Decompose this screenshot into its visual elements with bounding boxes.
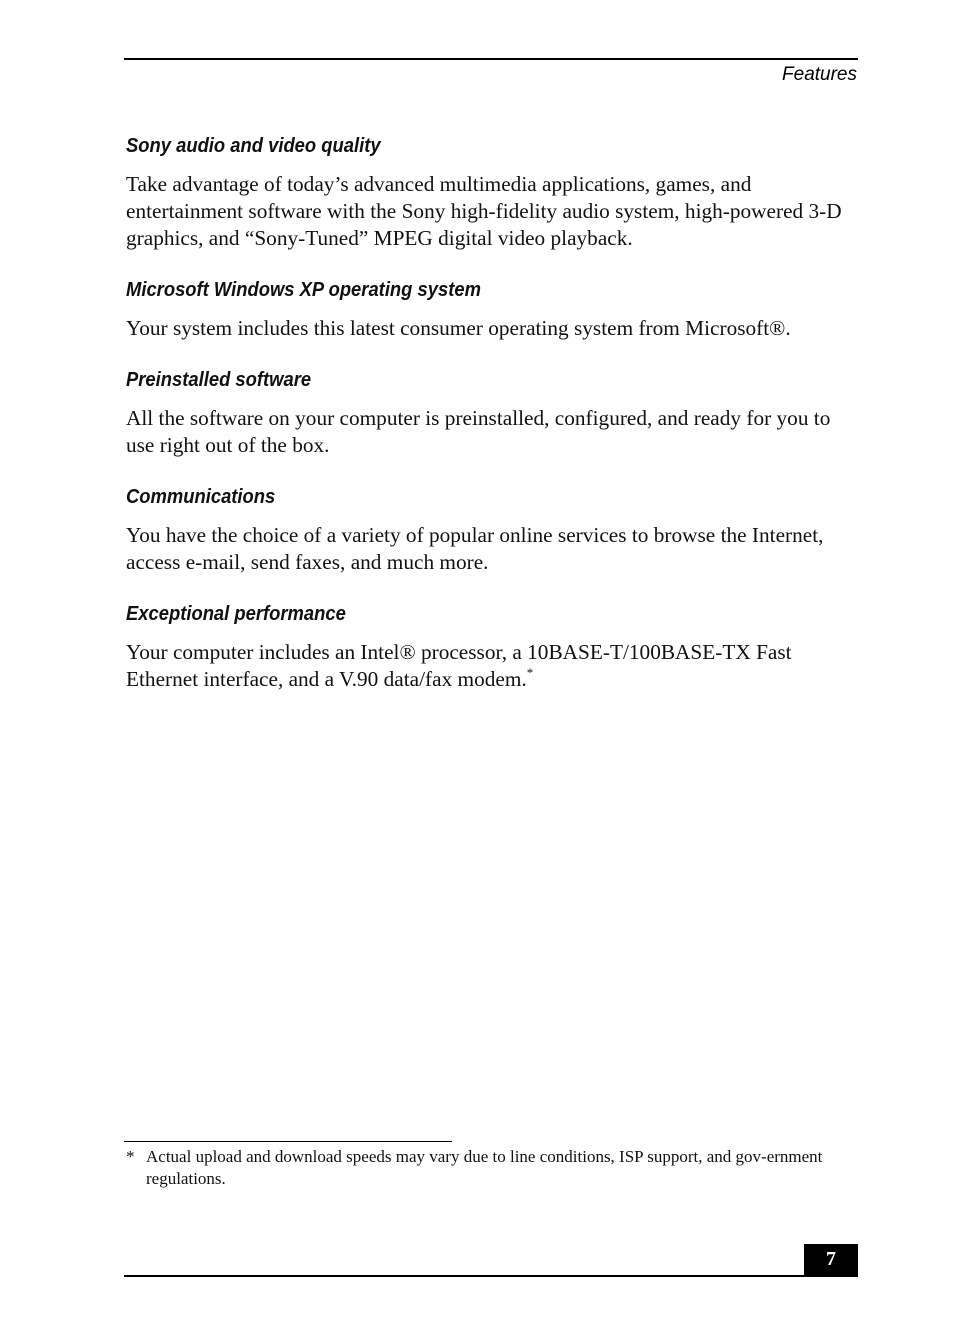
footnote [126,1146,826,1190]
section-heading: Preinstalled software [126,369,312,391]
section-heading: Communications [126,486,276,508]
section-communications [126,483,858,576]
footnote-reference: * [526,665,534,680]
section-body [126,639,858,693]
section-body: You have the choice of a variety of popular online services to browse the Internet, access e-mail, send faxes, and much more. [126,523,824,574]
section-heading: Exceptional performance [126,603,346,625]
footnote-text: Actual upload and download speeds may vary due to line conditions, ISP support, and gov-ernment regulations. [146,1147,823,1188]
section-body: Take advantage of today’s advanced multimedia applications, games, and entertainment software with the Sony high-fidelity audio system, high-powered 3-D graphics, and “Sony-Tuned” MPEG digital video playback. [126,172,842,250]
section-exceptional-performance [126,600,858,693]
section-preinstalled-software [126,366,858,459]
section-body: All the software on your computer is preinstalled, configured, and ready for you to use right out of the box. [126,406,831,457]
section-windows-xp [126,276,858,342]
page-number: 7 [804,1244,858,1276]
section-audio-video [126,132,858,252]
header-rule [124,58,858,60]
footnote-rule [124,1141,452,1142]
footer-rule [124,1275,858,1277]
section-body-text: Your computer includes an Intel® processor, a 10BASE-T/100BASE-TX Fast Ethernet interface, and a V.90 data/fax modem. [126,640,792,691]
section-heading: Microsoft Windows XP operating system [126,279,481,301]
running-head: Features [782,64,857,85]
footnote-mark: * [126,1147,135,1166]
section-heading: Sony audio and video quality [126,135,381,157]
section-body: Your system includes this latest consumer operating system from Microsoft®. [126,316,791,340]
main-content [126,132,858,717]
